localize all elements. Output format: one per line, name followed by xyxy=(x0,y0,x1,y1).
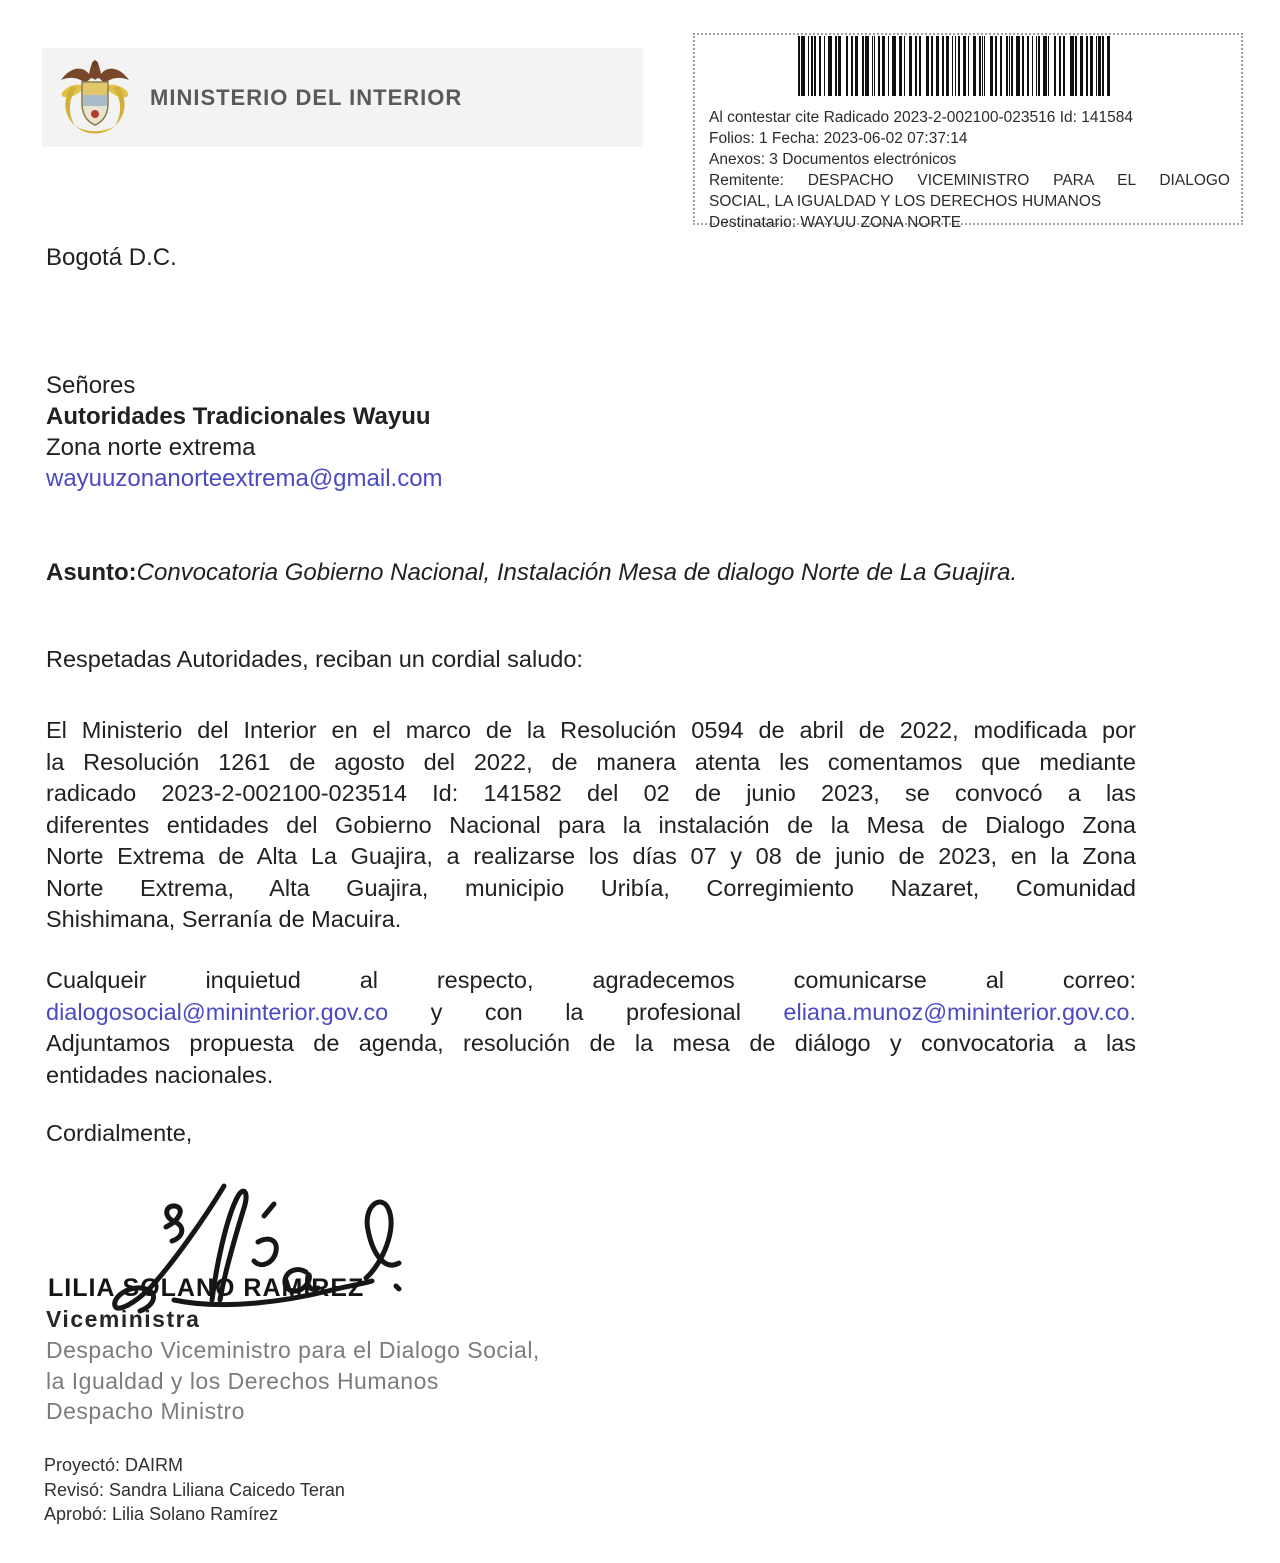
recipient-zone: Zona norte extrema xyxy=(46,434,256,461)
department-line: Despacho Ministro xyxy=(46,1398,245,1424)
ministry-title: MINISTERIO DEL INTERIOR xyxy=(150,84,463,110)
radicado-line: Anexos: 3 Documentos electrónicos xyxy=(709,150,957,168)
ministry-header xyxy=(42,48,643,147)
greeting-line: Respetadas Autoridades, reciban un cordial saludo: xyxy=(46,646,583,672)
closing-line: Cordialmente, xyxy=(46,1120,193,1146)
radicado-line: Folios: 1 Fecha: 2023-06-02 07:37:14 xyxy=(709,129,968,147)
radicado-line: Destinatario: WAYUU ZONA NORTE xyxy=(709,213,962,231)
email-link-dialogosocial[interactable]: dialogosocial@mininterior.gov.co xyxy=(46,998,389,1025)
body-line: Adjuntamos propuesta de agenda, resolución de la mesa de diálogo y convocatoria a las xyxy=(46,1030,1136,1056)
email-link-eliana-munoz[interactable]: eliana.munoz@mininterior.gov.co. xyxy=(783,998,1136,1025)
trace-line-reviso: Revisó: Sandra Liliana Caicedo Teran xyxy=(44,1479,345,1500)
radicado-line: SOCIAL, LA IGUALDAD Y LOS DERECHOS HUMANOS xyxy=(709,192,1102,210)
document-trace-block xyxy=(44,1453,345,1527)
recipient-email-link[interactable]: wayuuzonanorteextrema@gmail.com xyxy=(46,465,443,492)
trace-line-aprobo: Aprobó: Lilia Solano Ramírez xyxy=(44,1504,279,1524)
radicado-text xyxy=(709,108,1230,233)
city-line: Bogotá D.C. xyxy=(46,244,177,271)
body-line xyxy=(46,997,1136,1029)
radicado-line: Remitente: DESPACHO VICEMINISTRO PARA EL DIALOGO xyxy=(709,171,1230,189)
barcode xyxy=(798,36,1112,96)
subject-text: Convocatoria Gobierno Nacional, Instalación Mesa de dialogo Norte de La Guajira. xyxy=(136,559,1018,586)
body-text: y con la profesional xyxy=(388,998,784,1025)
body-line: entidades nacionales. xyxy=(46,1061,274,1088)
body-line: Norte Extrema, Alta Guajira, municipio Uribía, Corregimiento Nazaret, Comunidad xyxy=(46,874,1136,901)
trace-line-proyecto: Proyectó: DAIRM xyxy=(44,1455,184,1475)
body-line: Shishimana, Serranía de Macuira. xyxy=(46,906,402,932)
radicado-box xyxy=(693,33,1243,231)
colombia-coat-of-arms-icon xyxy=(55,56,135,140)
department-line: Despacho Viceministro para el Dialogo Social, xyxy=(46,1337,540,1363)
body-line: diferentes entidades del Gobierno Nacional para la instalación de la Mesa de Dialogo Zona xyxy=(46,811,1136,838)
radicado-line: Al contestar cite Radicado 2023-2-002100-023516 Id: 141584 xyxy=(709,109,1133,126)
signer-title: Viceministra xyxy=(46,1306,201,1332)
subject-line xyxy=(46,559,1017,587)
body-line: la Resolución 1261 de agosto del 2022, de manera atenta les comentamos que mediante xyxy=(46,748,1136,775)
recipient-salutation: Señores xyxy=(46,372,136,399)
paragraph-2 xyxy=(46,965,1136,1091)
signer-department xyxy=(46,1335,540,1427)
signer-name: LILIA SOLANO RAMIREZ xyxy=(48,1274,365,1302)
body-line: radicado 2023-2-002100-023514 Id: 141582 del 02 de junio 2023, se convocó a las xyxy=(46,780,1136,806)
paragraph-1 xyxy=(46,715,1136,936)
recipient-block xyxy=(46,370,443,494)
recipient-name: Autoridades Tradicionales Wayuu xyxy=(46,403,431,430)
body-line: Cualqueir inquietud al respecto, agradecemos comunicarse al correo: xyxy=(46,967,1136,993)
body-line: El Ministerio del Interior en el marco de la Resolución 0594 de abril de 2022, modificada por xyxy=(46,717,1136,743)
department-line: la Igualdad y los Derechos Humanos xyxy=(46,1367,439,1394)
subject-label: Asunto: xyxy=(46,559,137,586)
body-line: Norte Extrema de Alta La Guajira, a realizarse los días 07 y 08 de junio de 2023, en la Zona xyxy=(46,843,1136,869)
